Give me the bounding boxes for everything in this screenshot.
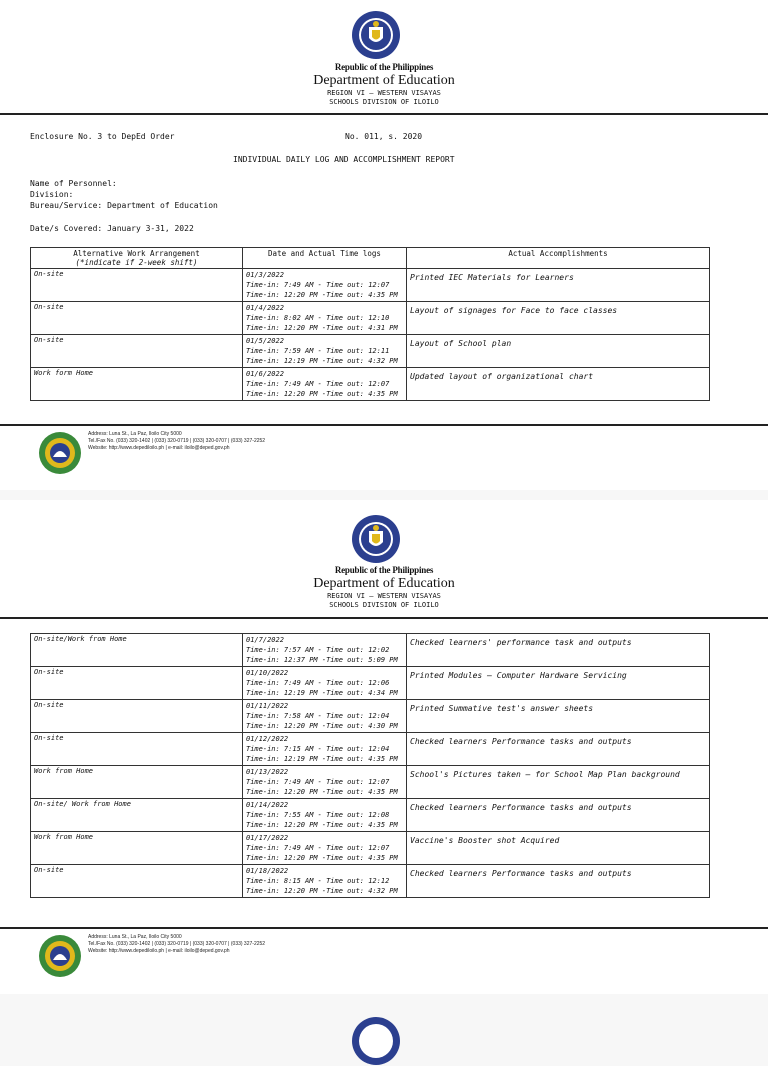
accomplishment-cell: Printed Summative test's answer sheets: [407, 700, 710, 733]
footer-tel: Tel./Fax No. (033) 320-1402 | (033) 320-0719 | (033) 320-0707 | (033) 327-2252: [88, 941, 266, 947]
morning-log: Time-in: 7:49 AM - Time out: 12:07: [246, 778, 390, 786]
arrangement-cell: Work from Home: [31, 766, 243, 799]
division-text: SCHOOLS DIVISION OF ILOILO: [329, 98, 439, 106]
afternoon-log: Time-in: 12:20 PM -Time out: 4:35 PM: [246, 291, 398, 299]
morning-log: Time-in: 7:49 AM - Time out: 12:07: [246, 281, 390, 289]
time-log-cell: [243, 269, 407, 302]
footer-text: [88, 431, 265, 452]
letterhead: [0, 565, 768, 610]
department-title: Department of Education: [313, 576, 455, 591]
log-date: 01/3/2022: [246, 271, 284, 279]
column-header-date: Date and Actual Time logs: [243, 248, 407, 269]
morning-log: Time-in: 7:55 AM - Time out: 12:08: [246, 811, 390, 819]
name-of-personnel: Name of Personnel:: [30, 179, 117, 188]
morning-log: Time-in: 8:15 AM - Time out: 12:12: [246, 877, 390, 885]
footer-tel: Tel./Fax No. (033) 320-1402 | (033) 320-0719 | (033) 320-0707 | (033) 327-2252: [88, 438, 266, 444]
division-label: Division:: [30, 190, 74, 199]
arrangement-cell: On-site: [31, 700, 243, 733]
department-title: Department of Education: [313, 73, 455, 88]
arrangement-cell: On-site: [31, 865, 243, 898]
accomplishment-cell: Updated layout of organizational chart: [407, 368, 710, 401]
table-row: [31, 269, 710, 302]
time-log-cell: [243, 700, 407, 733]
log-date: 01/14/2022: [246, 801, 289, 809]
accomplishment-cell: School's Pictures taken – for School Map Plan background: [407, 766, 710, 799]
arrangement-cell: Work from Home: [31, 832, 243, 865]
footer-rule: [0, 927, 768, 929]
log-date: 01/18/2022: [246, 867, 289, 875]
time-log-cell: [243, 766, 407, 799]
afternoon-log: Time-in: 12:20 PM -Time out: 4:35 PM: [246, 821, 398, 829]
accomplishment-cell: Checked learners' performance task and outputs: [407, 634, 710, 667]
footer-address: Address: Luna St., La Paz, Iloilo City 5000: [88, 934, 182, 940]
time-log-cell: [243, 865, 407, 898]
accomplishment-cell: Checked learners Performance tasks and outputs: [407, 799, 710, 832]
log-date: 01/7/2022: [246, 636, 284, 644]
accomplishment-cell: Layout of signages for Face to face classes: [407, 302, 710, 335]
republic-text: Republic of the Philippines: [334, 62, 434, 72]
time-log-cell: [243, 667, 407, 700]
footer-text: [88, 934, 265, 955]
report-title: INDIVIDUAL DAILY LOG AND ACCOMPLISHMENT REPORT: [233, 155, 455, 164]
table-row: [31, 799, 710, 832]
accomplishment-cell: Checked learners Performance tasks and outputs: [407, 733, 710, 766]
division-logo-icon: [38, 934, 82, 978]
region-text: REGION VI – WESTERN VISAYAS: [327, 592, 441, 600]
accomplishment-cell: Vaccine's Booster shot Acquired: [407, 832, 710, 865]
arrangement-cell: On-site: [31, 335, 243, 368]
log-table-page-2: [30, 633, 710, 898]
log-date: 01/13/2022: [246, 768, 289, 776]
page-1: [0, 0, 768, 490]
deped-seal-icon: [351, 514, 401, 564]
afternoon-log: Time-in: 12:20 PM -Time out: 4:35 PM: [246, 788, 398, 796]
afternoon-log: Time-in: 12:20 PM -Time out: 4:32 PM: [246, 887, 398, 895]
table-row: [31, 766, 710, 799]
header-rule: [0, 113, 768, 115]
dates-covered: Date/s Covered: January 3-31, 2022: [30, 224, 194, 233]
footer-rule: [0, 424, 768, 426]
column-header-accomplishments: Actual Accomplishments: [407, 248, 710, 269]
time-log-cell: [243, 832, 407, 865]
order-number: No. 011, s. 2020: [345, 132, 423, 141]
arrangement-cell: On-site: [31, 733, 243, 766]
morning-log: Time-in: 7:49 AM - Time out: 12:07: [246, 380, 390, 388]
division-logo-icon: [38, 431, 82, 475]
accomplishment-cell: Checked learners Performance tasks and outputs: [407, 865, 710, 898]
accomplishment-cell: Printed IEC Materials for Learners: [407, 269, 710, 302]
log-table-page-1: [30, 247, 710, 401]
enclosure-text: Enclosure No. 3 to DepEd Order: [30, 132, 175, 141]
arrangement-cell: On-site/ Work from Home: [31, 799, 243, 832]
table-row: [31, 700, 710, 733]
bureau-label: Bureau/Service: Department of Education: [30, 201, 218, 210]
morning-log: Time-in: 7:15 AM - Time out: 12:04: [246, 745, 390, 753]
afternoon-log: Time-in: 12:20 PM -Time out: 4:31 PM: [246, 324, 398, 332]
footer-website: Website: http://www.depediloilo.ph | e-mail: iloilo@deped.gov.ph: [88, 445, 230, 451]
log-date: 01/12/2022: [246, 735, 289, 743]
region-text: REGION VI – WESTERN VISAYAS: [327, 89, 441, 97]
time-log-cell: [243, 368, 407, 401]
division-text: SCHOOLS DIVISION OF ILOILO: [329, 601, 439, 609]
table-row: [31, 302, 710, 335]
accomplishment-cell: Layout of School plan: [407, 335, 710, 368]
morning-log: Time-in: 7:49 AM - Time out: 12:06: [246, 679, 390, 687]
time-log-cell: [243, 335, 407, 368]
afternoon-log: Time-in: 12:19 PM -Time out: 4:35 PM: [246, 755, 398, 763]
arrangement-cell: On-site: [31, 667, 243, 700]
table-row: [31, 335, 710, 368]
deped-seal-icon: [351, 10, 401, 60]
col1-label: Alternative Work Arrangement: [73, 249, 200, 258]
letterhead: [0, 62, 768, 107]
log-date: 01/11/2022: [246, 702, 289, 710]
afternoon-log: Time-in: 12:20 PM -Time out: 4:30 PM: [246, 722, 398, 730]
time-log-cell: [243, 733, 407, 766]
column-header-arrangement: [31, 248, 243, 269]
time-log-cell: [243, 634, 407, 667]
morning-log: Time-in: 7:57 AM - Time out: 12:02: [246, 646, 390, 654]
afternoon-log: Time-in: 12:19 PM -Time out: 4:32 PM: [246, 357, 398, 365]
header-rule: [0, 617, 768, 619]
page-2: [0, 500, 768, 994]
afternoon-log: Time-in: 12:37 PM -Time out: 5:09 PM: [246, 656, 398, 664]
footer-address: Address: Luna St., La Paz, Iloilo City 5000: [88, 431, 182, 437]
table-row: [31, 832, 710, 865]
footer-website: Website: http://www.depediloilo.ph | e-mail: iloilo@deped.gov.ph: [88, 948, 230, 954]
accomplishment-cell: Printed Modules – Computer Hardware Servicing: [407, 667, 710, 700]
arrangement-cell: On-site/Work from Home: [31, 634, 243, 667]
morning-log: Time-in: 7:58 AM - Time out: 12:04: [246, 712, 390, 720]
arrangement-cell: On-site: [31, 269, 243, 302]
afternoon-log: Time-in: 12:20 PM -Time out: 4:35 PM: [246, 390, 398, 398]
republic-text: Republic of the Philippines: [334, 565, 434, 575]
log-date: 01/5/2022: [246, 337, 284, 345]
table-header-row: [31, 248, 710, 269]
morning-log: Time-in: 8:02 AM - Time out: 12:10: [246, 314, 390, 322]
log-date: 01/4/2022: [246, 304, 284, 312]
table-row: [31, 634, 710, 667]
log-date: 01/17/2022: [246, 834, 289, 842]
table-row: [31, 667, 710, 700]
afternoon-log: Time-in: 12:19 PM -Time out: 4:34 PM: [246, 689, 398, 697]
arrangement-cell: On-site: [31, 302, 243, 335]
table-row: [31, 865, 710, 898]
log-date: 01/6/2022: [246, 370, 284, 378]
morning-log: Time-in: 7:49 AM - Time out: 12:07: [246, 844, 390, 852]
log-date: 01/10/2022: [246, 669, 289, 677]
time-log-cell: [243, 302, 407, 335]
col1-sublabel: (*indicate if 2-week shift): [75, 258, 198, 267]
table-row: [31, 733, 710, 766]
morning-log: Time-in: 7:59 AM - Time out: 12:11: [246, 347, 390, 355]
time-log-cell: [243, 799, 407, 832]
arrangement-cell: Work form Home: [31, 368, 243, 401]
table-row: [31, 368, 710, 401]
afternoon-log: Time-in: 12:20 PM -Time out: 4:35 PM: [246, 854, 398, 862]
